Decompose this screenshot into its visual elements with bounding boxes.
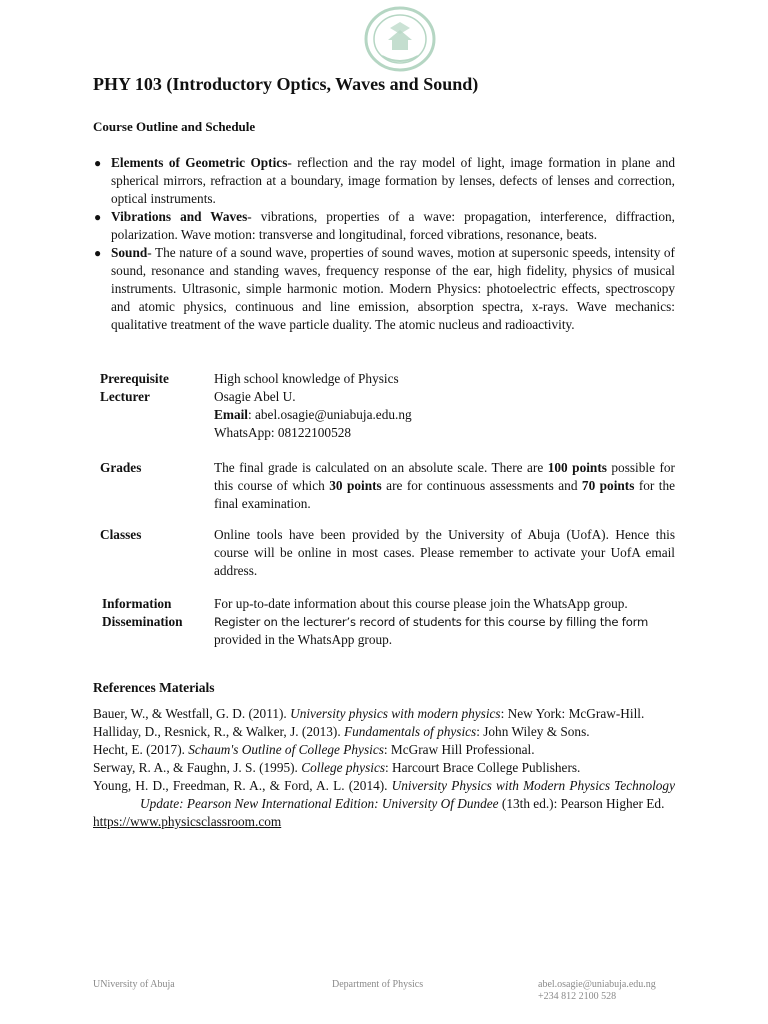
reference-publisher: (13th ed.): Pearson Higher Ed. (498, 796, 665, 811)
topic-name: Sound (111, 245, 148, 260)
reference-item (93, 741, 675, 759)
reference-item (93, 777, 675, 813)
bullet-icon: ● (94, 246, 102, 260)
university-logo (362, 6, 438, 72)
reference-item (93, 759, 675, 777)
topic-item (93, 244, 675, 334)
grades-text-part: are for continuous assessments and (381, 478, 582, 493)
information-dissemination-label (102, 595, 210, 631)
reference-publisher: : John Wiley & Sons. (476, 724, 590, 739)
footer-university: UNiversity of Abuja (93, 979, 175, 990)
lecturer-name: Osagie Abel U. (214, 389, 296, 404)
reference-title: College physics (301, 760, 386, 775)
prerequisite-lecturer-values (214, 370, 675, 442)
reference-title: University physics with modern physics (290, 706, 501, 721)
reference-publisher: : McGraw Hill Professional. (383, 742, 535, 757)
email-label: Email (214, 407, 248, 422)
grades-text-part: The final grade is calculated on an absolute scale. There are (214, 460, 548, 475)
reference-link[interactable]: https://www.physicsclassroom.com (93, 814, 282, 829)
info-text-line: provided in the WhatsApp group. (214, 632, 393, 647)
bullet-icon: ● (94, 156, 102, 170)
topic-description: - vibrations, properties of a wave: propagation, interference, diffraction, polarization. Wave motion: transverse and longitudinal, forced vibrations, resonance, beats. (111, 209, 675, 242)
grades-block (100, 459, 675, 513)
grades-total-points: 100 points (547, 460, 607, 475)
reference-publisher: : New York: McGraw-Hill. (500, 706, 645, 721)
info-text-line: Register on the lecturer’s record of students for this course by filling the form (214, 615, 649, 629)
grades-text (214, 459, 675, 513)
reference-item (93, 705, 675, 723)
footer-department: Department of Physics (332, 979, 424, 990)
classes-text: Online tools have been provided by the University of Abuja (UofA). Hence this course will be online in most cases. Please remember to activate your UofA email address. (214, 527, 675, 578)
reference-title: Fundamentals of physics (344, 724, 477, 739)
footer-email: abel.osagie@uniabuja.edu.ng (538, 979, 656, 990)
lecturer-whatsapp: WhatsApp: 08122100528 (214, 425, 352, 440)
info-text-line: For up-to-date information about this course please join the WhatsApp group. (214, 596, 628, 611)
reference-authors: Halliday, D., Resnick, R., & Walker, J. (2013). (93, 724, 344, 739)
info-label-line: Dissemination (102, 614, 183, 629)
topic-item (93, 154, 675, 208)
classes-label: Classes (100, 527, 142, 542)
grades-text-part: for the final examination. (214, 478, 676, 511)
topic-name: Elements of Geometric Optics (111, 155, 288, 170)
reference-link-item (93, 813, 675, 831)
info-label-line: Information (102, 596, 172, 611)
topic-list (93, 154, 675, 334)
topic-description: - reflection and the ray model of light, image formation in plane and spherical mirrors, refraction at a boundary, image formation by lenses, defects of lenses and correction, optical instruments. (111, 155, 675, 206)
lecturer-email (214, 406, 675, 424)
topic-item (93, 208, 675, 244)
reference-authors: Serway, R. A., & Faughn, J. S. (1995). (93, 760, 302, 775)
bullet-icon: ● (94, 210, 102, 224)
prerequisite-value: High school knowledge of Physics (214, 371, 399, 386)
references-heading: References Materials (93, 680, 215, 695)
information-dissemination-text (214, 595, 675, 649)
classes-block (100, 526, 675, 580)
grades-label: Grades (100, 460, 142, 475)
reference-authors: Young, H. D., Freedman, R. A., & Ford, A. L. (2014). (93, 778, 392, 793)
reference-authors: Bauer, W., & Westfall, G. D. (2011). (93, 706, 291, 721)
reference-list (93, 705, 675, 831)
reference-title: Schaum's Outline of College Physics (188, 742, 384, 757)
prerequisite-label: Prerequisite (100, 371, 169, 386)
prerequisite-lecturer-labels (100, 370, 208, 406)
course-title: PHY 103 (Introductory Optics, Waves and Sound) (93, 74, 479, 94)
grades-ca-points: 30 points (329, 478, 382, 493)
lecturer-label: Lecturer (100, 389, 150, 404)
footer-phone: +234 812 2100 528 (538, 991, 617, 1002)
grades-text-part: possible for this course of which (214, 460, 675, 493)
reference-authors: Hecht, E. (2017). (93, 742, 189, 757)
information-dissemination-block (100, 595, 675, 651)
outline-heading: Course Outline and Schedule (93, 119, 256, 134)
grades-exam-points: 70 points (581, 478, 635, 493)
email-value[interactable]: : abel.osagie@uniabuja.edu.ng (247, 407, 412, 422)
reference-publisher: : Harcourt Brace College Publishers. (385, 760, 581, 775)
prerequisite-lecturer-block (100, 370, 675, 442)
reference-item (93, 723, 675, 741)
topic-description: - The nature of a sound wave, properties of sound waves, motion at supersonic speeds, intensity of sound, resonance and standing waves, frequency response of the ear, high fidelity, physics of musical instruments. Ultrasonic, simple harmonic motion. Modern Physics: photoelectric effects, spectroscopy and atomic physics, continuous and line emission, absorption spectra, x-rays. Wave mechanics: qualitative treatment of the wave particle duality. The atomic nucleus and radioactivity. (111, 245, 675, 332)
footer-contact (538, 979, 656, 1003)
topic-name: Vibrations and Waves (111, 209, 248, 224)
reference-title: University Physics with Modern Physics Technology Update: Pearson New International Edition: University Of Dundee (140, 778, 675, 811)
